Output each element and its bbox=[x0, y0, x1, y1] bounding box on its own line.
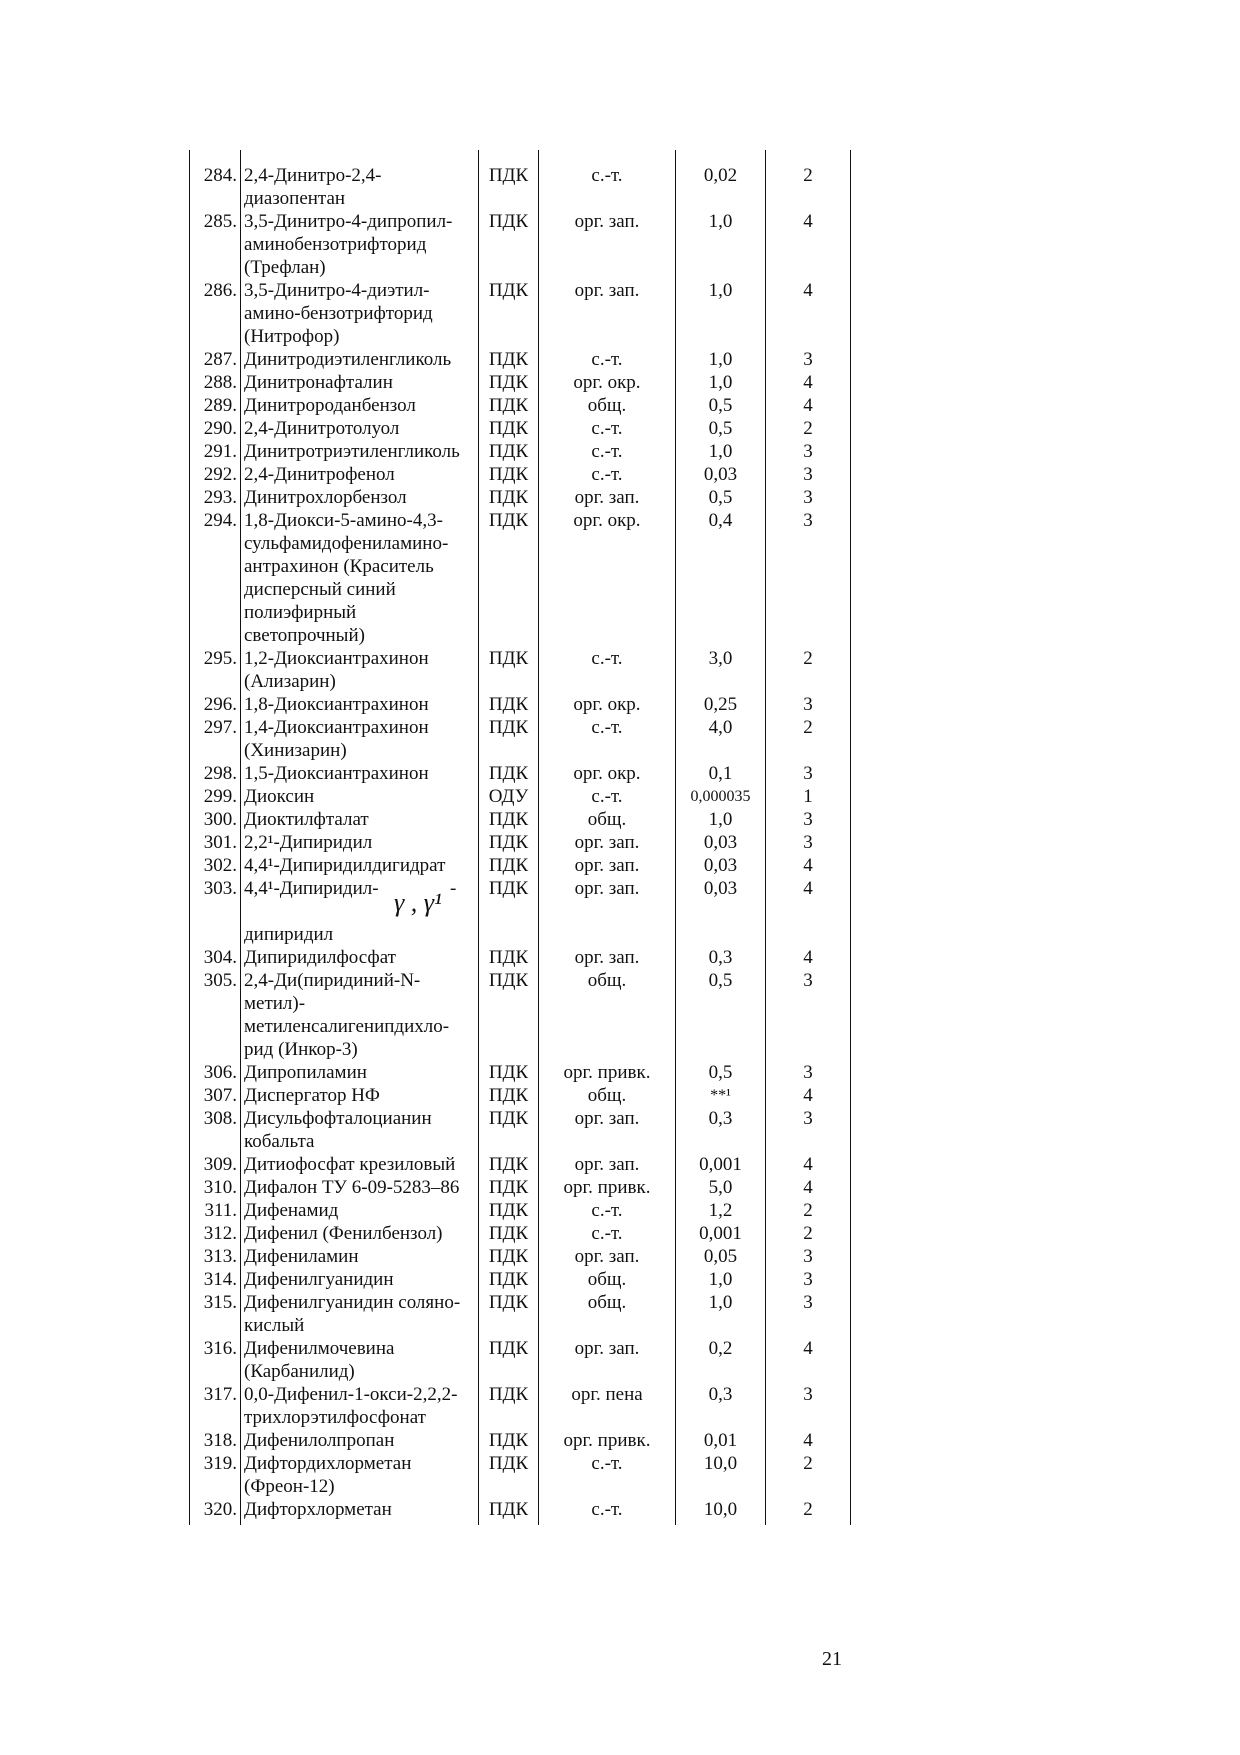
formula-dash: - bbox=[450, 878, 457, 899]
concentration-value: 0,2 bbox=[676, 1337, 766, 1383]
norm-type: ПДК bbox=[479, 854, 539, 877]
hazard-criterion: орг. зап. bbox=[539, 1107, 676, 1153]
hazard-class: 4 bbox=[766, 946, 851, 969]
hazard-class: 2 bbox=[766, 716, 851, 762]
norm-type: ПДК bbox=[479, 716, 539, 762]
norm-type: ПДК bbox=[479, 1429, 539, 1452]
row-number: 302. bbox=[190, 854, 241, 877]
row-number: 313. bbox=[190, 1245, 241, 1268]
concentration-value: 0,03 bbox=[676, 877, 766, 946]
substance-name: Дифенамид bbox=[241, 1199, 479, 1222]
concentration-value: 4,0 bbox=[676, 716, 766, 762]
table-row bbox=[190, 716, 851, 762]
hazard-criterion: с.-т. bbox=[539, 785, 676, 808]
page-number: 21 bbox=[822, 1648, 842, 1670]
row-number: 311. bbox=[190, 1199, 241, 1222]
concentration-value: 0,3 bbox=[676, 1107, 766, 1153]
table-row bbox=[190, 969, 851, 1061]
table-row bbox=[190, 348, 851, 371]
norm-type: ПДК bbox=[479, 1176, 539, 1199]
norm-type: ПДК bbox=[479, 279, 539, 348]
table-row bbox=[190, 831, 851, 854]
concentration-value: 0,25 bbox=[676, 693, 766, 716]
hazard-criterion: с.-т. bbox=[539, 463, 676, 486]
row-number: 285. bbox=[190, 210, 241, 279]
concentration-value: 0,3 bbox=[676, 946, 766, 969]
concentration-value: 0,5 bbox=[676, 486, 766, 509]
hazard-class: 3 bbox=[766, 831, 851, 854]
hazard-criterion: общ. bbox=[539, 1084, 676, 1107]
substance-name: Дифенилолпропан bbox=[241, 1429, 479, 1452]
hazard-criterion: орг. привк. bbox=[539, 1061, 676, 1084]
hazard-criterion: орг. зап. bbox=[539, 877, 676, 946]
hazard-class: 3 bbox=[766, 440, 851, 463]
substance-name: 3,5-Динитро-4-дипропил-аминобензотрифторид (Трефлан) bbox=[241, 210, 479, 279]
hazard-criterion: орг. зап. bbox=[539, 1245, 676, 1268]
hazard-criterion: с.-т. bbox=[539, 1452, 676, 1498]
norm-type: ПДК bbox=[479, 394, 539, 417]
substance-name: 1,5-Диоксиантрахинон bbox=[241, 762, 479, 785]
table-row bbox=[190, 371, 851, 394]
substance-name: Диоктилфталат bbox=[241, 808, 479, 831]
substance-name: Дифенилгуанидин bbox=[241, 1268, 479, 1291]
norm-type: ПДК bbox=[479, 486, 539, 509]
substance-name: 1,4-Диоксиантрахинон (Хинизарин) bbox=[241, 716, 479, 762]
row-number: 309. bbox=[190, 1153, 241, 1176]
hazard-class: 4 bbox=[766, 1084, 851, 1107]
substance-name: 2,4-Динитрофенол bbox=[241, 463, 479, 486]
hazard-criterion: орг. окр. bbox=[539, 693, 676, 716]
hazard-criterion: общ. bbox=[539, 808, 676, 831]
hazard-class: 4 bbox=[766, 1153, 851, 1176]
substance-name: 4,4¹-Дипиридилдигидрат bbox=[241, 854, 479, 877]
row-number: 297. bbox=[190, 716, 241, 762]
concentration-value: 0,1 bbox=[676, 762, 766, 785]
norm-type: ПДК bbox=[479, 762, 539, 785]
hazard-class: 4 bbox=[766, 854, 851, 877]
hazard-criterion: общ. bbox=[539, 1291, 676, 1337]
hazard-class: 3 bbox=[766, 1383, 851, 1429]
concentration-value: 0,02 bbox=[676, 164, 766, 210]
table-row bbox=[190, 440, 851, 463]
hazard-class: 3 bbox=[766, 509, 851, 647]
hazard-criterion: орг. зап. bbox=[539, 831, 676, 854]
hazard-class: 3 bbox=[766, 1107, 851, 1153]
substance-name: Дифенилмочевина (Карбанилид) bbox=[241, 1337, 479, 1383]
substance-name-end: дипиридил bbox=[244, 924, 334, 945]
substance-name: 1,8-Диоксиантрахинон bbox=[241, 693, 479, 716]
norm-type: ПДК bbox=[479, 1383, 539, 1429]
substance-name: Диоксин bbox=[241, 785, 479, 808]
hazard-class: 2 bbox=[766, 1222, 851, 1245]
norm-type: ПДК bbox=[479, 693, 539, 716]
hazard-class: 2 bbox=[766, 164, 851, 210]
table-row bbox=[190, 762, 851, 785]
table-row bbox=[190, 279, 851, 348]
table-row bbox=[190, 1498, 851, 1525]
hazard-class: 3 bbox=[766, 1268, 851, 1291]
row-number: 299. bbox=[190, 785, 241, 808]
row-number: 291. bbox=[190, 440, 241, 463]
hazard-class: 3 bbox=[766, 808, 851, 831]
table-row bbox=[190, 1429, 851, 1452]
norm-type: ПДК bbox=[479, 1199, 539, 1222]
substance-name: Динитророданбензол bbox=[241, 394, 479, 417]
substance-name bbox=[241, 877, 479, 946]
hazard-criterion: общ. bbox=[539, 394, 676, 417]
norm-type: ПДК bbox=[479, 808, 539, 831]
hazard-criterion: орг. зап. bbox=[539, 279, 676, 348]
norm-type: ПДК bbox=[479, 1245, 539, 1268]
hazard-class: 4 bbox=[766, 210, 851, 279]
table-row bbox=[190, 785, 851, 808]
concentration-value: 1,2 bbox=[676, 1199, 766, 1222]
table-row bbox=[190, 1268, 851, 1291]
norm-type: ПДК bbox=[479, 509, 539, 647]
concentration-value: 1,0 bbox=[676, 279, 766, 348]
concentration-value: 0,5 bbox=[676, 394, 766, 417]
substance-name: Динитродиэтиленгликоль bbox=[241, 348, 479, 371]
norm-type: ПДК bbox=[479, 348, 539, 371]
substance-name: Дифторхлорметан bbox=[241, 1498, 479, 1525]
concentration-value: 10,0 bbox=[676, 1452, 766, 1498]
table-row bbox=[190, 1176, 851, 1199]
norm-type: ОДУ bbox=[479, 785, 539, 808]
gamma-formula: γ , γ¹ bbox=[394, 888, 442, 917]
norm-type: ПДК bbox=[479, 1061, 539, 1084]
row-number: 296. bbox=[190, 693, 241, 716]
substance-name: Дифенилгуанидин соляно-кислый bbox=[241, 1291, 479, 1337]
norm-type: ПДК bbox=[479, 463, 539, 486]
row-number: 304. bbox=[190, 946, 241, 969]
hazard-criterion: орг. зап. bbox=[539, 486, 676, 509]
hazard-criterion: с.-т. bbox=[539, 1222, 676, 1245]
hazard-criterion: орг. окр. bbox=[539, 371, 676, 394]
hazard-class: 2 bbox=[766, 1498, 851, 1525]
hazard-class: 3 bbox=[766, 486, 851, 509]
substance-name: Дипропиламин bbox=[241, 1061, 479, 1084]
concentration-value: 1,0 bbox=[676, 210, 766, 279]
substance-name: Дипиридилфосфат bbox=[241, 946, 479, 969]
substance-name: 3,5-Динитро-4-диэтил-амино-бензотрифторид (Нитрофор) bbox=[241, 279, 479, 348]
hazard-class: 3 bbox=[766, 969, 851, 1061]
norm-type: ПДК bbox=[479, 1337, 539, 1383]
hazard-class: 3 bbox=[766, 1061, 851, 1084]
hazard-class: 3 bbox=[766, 348, 851, 371]
concentration-value: 0,03 bbox=[676, 463, 766, 486]
table-row bbox=[190, 1291, 851, 1337]
table-row bbox=[190, 946, 851, 969]
concentration-value: 0,5 bbox=[676, 969, 766, 1061]
hazard-class: 2 bbox=[766, 647, 851, 693]
norm-type: ПДК bbox=[479, 371, 539, 394]
substance-name: 1,8-Диокси-5-амино-4,3-сульфамидофениламино-антрахинон (Краситель дисперсный синий полиэфирный светопрочный) bbox=[241, 509, 479, 647]
table-row bbox=[190, 1383, 851, 1429]
hazard-criterion: орг. привк. bbox=[539, 1176, 676, 1199]
concentration-value: 0,3 bbox=[676, 1383, 766, 1429]
table-row bbox=[190, 854, 851, 877]
hazard-criterion: с.-т. bbox=[539, 716, 676, 762]
hazard-criterion: с.-т. bbox=[539, 1199, 676, 1222]
substance-name: Дифениламин bbox=[241, 1245, 479, 1268]
concentration-value: 1,0 bbox=[676, 1291, 766, 1337]
table-row bbox=[190, 1337, 851, 1383]
row-number: 305. bbox=[190, 969, 241, 1061]
row-number: 319. bbox=[190, 1452, 241, 1498]
hazard-class: 4 bbox=[766, 394, 851, 417]
substance-name-start: 4,4¹-Дипиридил- bbox=[244, 878, 379, 899]
substance-name: 1,2-Диоксиантрахинон (Ализарин) bbox=[241, 647, 479, 693]
concentration-value: 10,0 bbox=[676, 1498, 766, 1525]
hazard-class: 3 bbox=[766, 1245, 851, 1268]
table-row bbox=[190, 1084, 851, 1107]
table-row bbox=[190, 877, 851, 946]
substance-name: Дифалон ТУ 6-09-5283–86 bbox=[241, 1176, 479, 1199]
concentration-value: 3,0 bbox=[676, 647, 766, 693]
concentration-value: **¹ bbox=[676, 1084, 766, 1107]
hazard-class: 4 bbox=[766, 371, 851, 394]
hazard-criterion: с.-т. bbox=[539, 440, 676, 463]
table-row bbox=[190, 1222, 851, 1245]
norm-type: ПДК bbox=[479, 417, 539, 440]
row-number: 301. bbox=[190, 831, 241, 854]
concentration-value: 0,5 bbox=[676, 417, 766, 440]
row-number: 314. bbox=[190, 1268, 241, 1291]
hazard-criterion: с.-т. bbox=[539, 1498, 676, 1525]
hazard-criterion: общ. bbox=[539, 969, 676, 1061]
row-number: 300. bbox=[190, 808, 241, 831]
table-top-gap bbox=[190, 150, 851, 164]
hazard-criterion: общ. bbox=[539, 1268, 676, 1291]
row-number: 307. bbox=[190, 1084, 241, 1107]
substance-name: Дифтордихлорметан (Фреон-12) bbox=[241, 1452, 479, 1498]
hazard-class: 3 bbox=[766, 762, 851, 785]
norm-type: ПДК bbox=[479, 440, 539, 463]
concentration-value: 1,0 bbox=[676, 808, 766, 831]
row-number: 288. bbox=[190, 371, 241, 394]
table-body bbox=[190, 150, 851, 1525]
row-number: 310. bbox=[190, 1176, 241, 1199]
table-row bbox=[190, 463, 851, 486]
row-number: 312. bbox=[190, 1222, 241, 1245]
substance-name: Дифенил (Фенилбензол) bbox=[241, 1222, 479, 1245]
concentration-value: 0,01 bbox=[676, 1429, 766, 1452]
norm-type: ПДК bbox=[479, 1291, 539, 1337]
row-number: 316. bbox=[190, 1337, 241, 1383]
substance-table bbox=[189, 150, 845, 1525]
concentration-value: 0,03 bbox=[676, 854, 766, 877]
hazard-criterion: орг. зап. bbox=[539, 1337, 676, 1383]
row-number: 293. bbox=[190, 486, 241, 509]
norm-type: ПДК bbox=[479, 831, 539, 854]
substance-name: Динитротриэтиленгликоль bbox=[241, 440, 479, 463]
norm-type: ПДК bbox=[479, 946, 539, 969]
table-row bbox=[190, 1452, 851, 1498]
concentration-value: 1,0 bbox=[676, 440, 766, 463]
substance-name: Динитрохлорбензол bbox=[241, 486, 479, 509]
substance-name: Диспергатор НФ bbox=[241, 1084, 479, 1107]
row-number: 317. bbox=[190, 1383, 241, 1429]
row-number: 290. bbox=[190, 417, 241, 440]
row-number: 318. bbox=[190, 1429, 241, 1452]
hazard-class: 3 bbox=[766, 693, 851, 716]
hazard-criterion: с.-т. bbox=[539, 348, 676, 371]
row-number: 306. bbox=[190, 1061, 241, 1084]
hazard-criterion: орг. окр. bbox=[539, 509, 676, 647]
substance-name: 2,4-Динитротолуол bbox=[241, 417, 479, 440]
table-row bbox=[190, 693, 851, 716]
concentration-value: 1,0 bbox=[676, 1268, 766, 1291]
hazard-class: 3 bbox=[766, 1291, 851, 1337]
table-row bbox=[190, 486, 851, 509]
norm-type: ПДК bbox=[479, 1084, 539, 1107]
hazard-criterion: орг. зап. bbox=[539, 1153, 676, 1176]
hazard-criterion: орг. зап. bbox=[539, 946, 676, 969]
norm-type: ПДК bbox=[479, 877, 539, 946]
substance-name: Дисульфофталоцианин кобальта bbox=[241, 1107, 479, 1153]
hazard-class: 2 bbox=[766, 1199, 851, 1222]
table-row bbox=[190, 808, 851, 831]
row-number: 295. bbox=[190, 647, 241, 693]
hazard-criterion: с.-т. bbox=[539, 647, 676, 693]
concentration-value: 0,05 bbox=[676, 1245, 766, 1268]
concentration-value: 0,000035 bbox=[676, 785, 766, 808]
concentration-value: 0,001 bbox=[676, 1222, 766, 1245]
norm-type: ПДК bbox=[479, 969, 539, 1061]
row-number: 284. bbox=[190, 164, 241, 210]
concentration-value: 1,0 bbox=[676, 348, 766, 371]
concentration-value: 1,0 bbox=[676, 371, 766, 394]
substance-name: 0,0-Дифенил-1-окси-2,2,2-трихлорэтилфосфонат bbox=[241, 1383, 479, 1429]
hazard-criterion: орг. пена bbox=[539, 1383, 676, 1429]
table-row bbox=[190, 647, 851, 693]
substance-name: 2,4-Динитро-2,4-диазопентан bbox=[241, 164, 479, 210]
hazard-criterion: орг. зап. bbox=[539, 854, 676, 877]
hazard-class: 1 bbox=[766, 785, 851, 808]
norm-type: ПДК bbox=[479, 1153, 539, 1176]
norm-type: ПДК bbox=[479, 1107, 539, 1153]
table-row bbox=[190, 1061, 851, 1084]
row-number: 320. bbox=[190, 1498, 241, 1525]
row-number: 294. bbox=[190, 509, 241, 647]
row-number: 289. bbox=[190, 394, 241, 417]
table-row bbox=[190, 210, 851, 279]
norm-type: ПДК bbox=[479, 1452, 539, 1498]
hazard-class: 2 bbox=[766, 1452, 851, 1498]
concentration-value: 0,03 bbox=[676, 831, 766, 854]
norm-type: ПДК bbox=[479, 1498, 539, 1525]
hazard-criterion: орг. привк. bbox=[539, 1429, 676, 1452]
table-row bbox=[190, 1245, 851, 1268]
concentration-value: 0,001 bbox=[676, 1153, 766, 1176]
row-number: 303. bbox=[190, 877, 241, 946]
norm-type: ПДК bbox=[479, 1268, 539, 1291]
name-with-formula bbox=[244, 877, 478, 923]
row-number: 315. bbox=[190, 1291, 241, 1337]
row-number: 298. bbox=[190, 762, 241, 785]
table-row bbox=[190, 394, 851, 417]
row-number: 286. bbox=[190, 279, 241, 348]
table-row bbox=[190, 1153, 851, 1176]
norm-type: ПДК bbox=[479, 164, 539, 210]
row-number: 287. bbox=[190, 348, 241, 371]
concentration-value: 0,5 bbox=[676, 1061, 766, 1084]
hazard-criterion: с.-т. bbox=[539, 164, 676, 210]
substance-name: 2,4-Ди(пиридиний-N-метил)-метиленсалигенипдихло-рид (Инкор-3) bbox=[241, 969, 479, 1061]
row-number: 292. bbox=[190, 463, 241, 486]
hazard-class: 4 bbox=[766, 1176, 851, 1199]
hazard-class: 4 bbox=[766, 1337, 851, 1383]
substance-name: Динитронафталин bbox=[241, 371, 479, 394]
concentration-value: 0,4 bbox=[676, 509, 766, 647]
table-row bbox=[190, 1199, 851, 1222]
norm-type: ПДК bbox=[479, 1222, 539, 1245]
hazard-class: 4 bbox=[766, 279, 851, 348]
hazard-criterion: с.-т. bbox=[539, 417, 676, 440]
hazard-class: 4 bbox=[766, 1429, 851, 1452]
hazard-class: 4 bbox=[766, 877, 851, 946]
hazard-class: 2 bbox=[766, 417, 851, 440]
table-row bbox=[190, 417, 851, 440]
table-row bbox=[190, 509, 851, 647]
row-number: 308. bbox=[190, 1107, 241, 1153]
concentration-value: 5,0 bbox=[676, 1176, 766, 1199]
norm-type: ПДК bbox=[479, 647, 539, 693]
table-row bbox=[190, 164, 851, 210]
hazard-class: 3 bbox=[766, 463, 851, 486]
substance-name: 2,2¹-Дипиридил bbox=[241, 831, 479, 854]
hazard-criterion: орг. зап. bbox=[539, 210, 676, 279]
substance-name: Дитиофосфат крезиловый bbox=[241, 1153, 479, 1176]
table-row bbox=[190, 1107, 851, 1153]
hazard-criterion: орг. окр. bbox=[539, 762, 676, 785]
norm-type: ПДК bbox=[479, 210, 539, 279]
